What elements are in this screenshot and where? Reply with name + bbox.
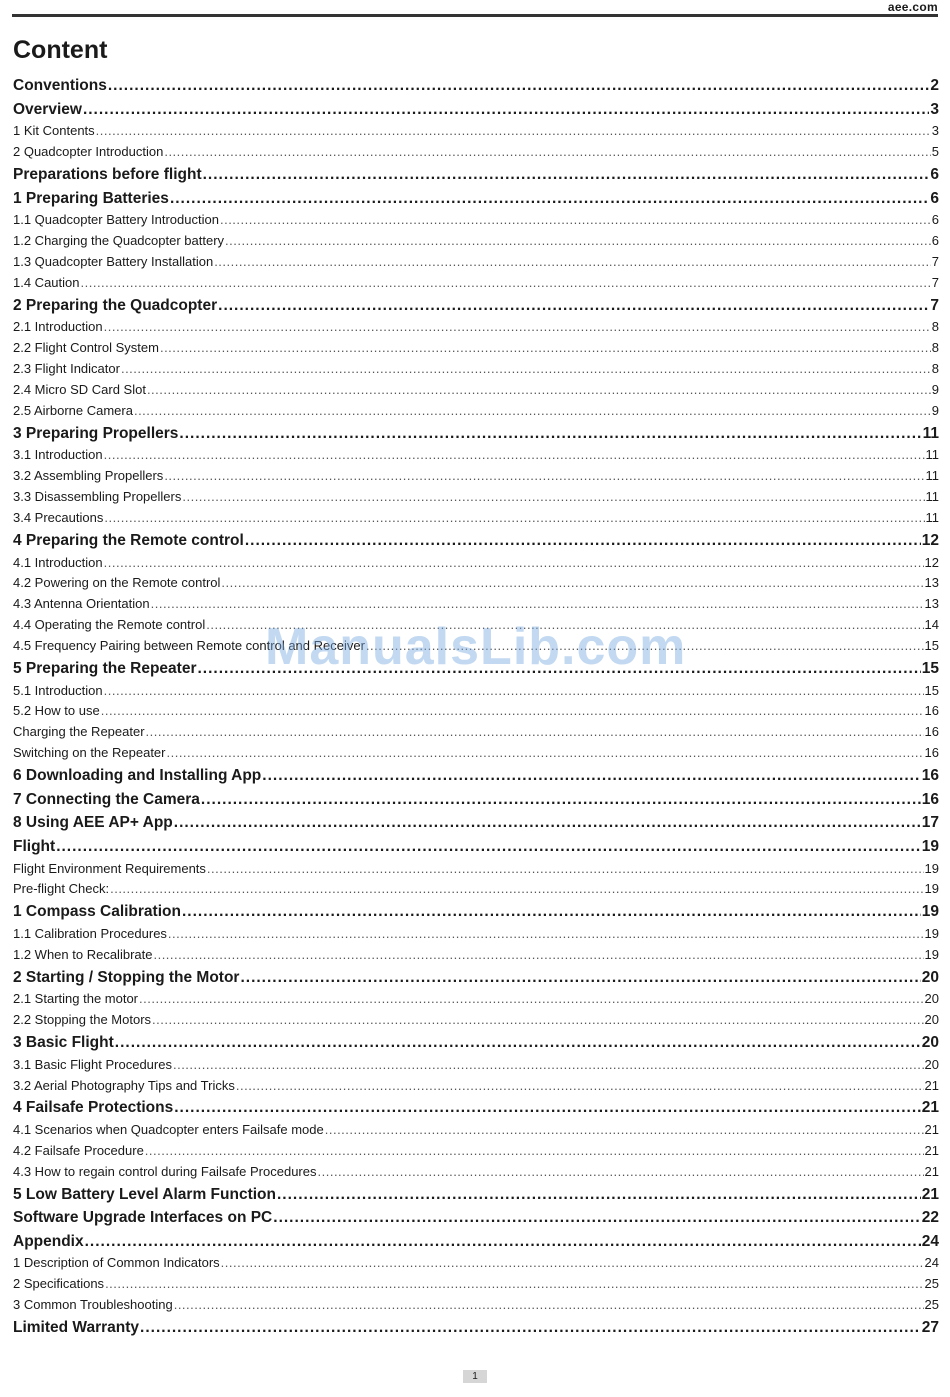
- toc-subsection-entry[interactable]: [13, 142, 939, 163]
- toc-entry-page: 16: [921, 767, 939, 785]
- toc-entry-page: 16: [924, 724, 939, 740]
- toc-entry-label: 3 Preparing Propellers: [13, 424, 179, 442]
- toc-dot-leader: [104, 681, 924, 702]
- toc-entry-label: 1 Kit Contents: [13, 123, 95, 139]
- toc-entry-page: 16: [924, 703, 939, 719]
- toc-subsection-entry[interactable]: [13, 1295, 939, 1316]
- toc-subsection-entry[interactable]: [13, 338, 939, 359]
- toc-entry-label: 1 Description of Common Indicators: [13, 1255, 220, 1271]
- toc-subsection-entry[interactable]: [13, 553, 939, 574]
- header-rule: [12, 14, 938, 17]
- brand-label: aee.com: [887, 0, 938, 14]
- toc-entry-page: 21: [924, 1077, 939, 1093]
- toc-subsection-entry[interactable]: [13, 743, 939, 764]
- toc-dot-leader: [245, 529, 921, 553]
- toc-entry-label: 2 Specifications: [13, 1276, 105, 1292]
- toc-entry-label: 8 Using AEE AP+ App: [13, 814, 173, 832]
- toc-entry-label: 2 Quadcopter Introduction: [13, 144, 164, 160]
- toc-dot-leader: [174, 811, 921, 835]
- toc-entry-page: 12: [924, 554, 939, 570]
- toc-section-entry[interactable]: [13, 529, 939, 553]
- toc-entry-page: 13: [924, 596, 939, 612]
- toc-entry-label: 4 Preparing the Remote control: [13, 531, 244, 549]
- toc-dot-leader: [174, 1295, 924, 1316]
- toc-entry-page: 8: [931, 340, 939, 356]
- toc-section-entry[interactable]: [13, 788, 939, 812]
- toc-entry-label: 4.3 How to regain control during Failsafe Procedures: [13, 1163, 317, 1179]
- toc-dot-leader: [153, 945, 923, 966]
- toc-dot-leader: [145, 1141, 924, 1162]
- toc-subsection-entry[interactable]: [13, 445, 939, 466]
- toc-dot-leader: [318, 1162, 924, 1183]
- toc-entry-page: 15: [924, 682, 939, 698]
- toc-dot-leader: [105, 1274, 923, 1295]
- toc-entry-page: 6: [930, 189, 939, 207]
- toc-subsection-entry[interactable]: [13, 859, 939, 880]
- toc-entry-page: 24: [924, 1255, 939, 1271]
- toc-entry-page: 20: [924, 1056, 939, 1072]
- toc-entry-page: 13: [924, 575, 939, 591]
- toc-entry-page: 25: [924, 1276, 939, 1292]
- toc-entry-label: Conventions: [13, 77, 107, 94]
- toc-subsection-entry[interactable]: [13, 615, 939, 636]
- toc-subsection-entry[interactable]: [13, 466, 939, 487]
- toc-subsection-entry[interactable]: [13, 508, 939, 529]
- toc-subsection-entry[interactable]: [13, 252, 939, 273]
- toc-subsection-entry[interactable]: [13, 594, 939, 615]
- toc-section-entry[interactable]: [13, 764, 939, 788]
- toc-entry-page: 27: [921, 1319, 939, 1337]
- toc-dot-leader: [104, 553, 924, 574]
- toc-entry-page: 21: [924, 1122, 939, 1137]
- toc-entry-page: 19: [921, 903, 939, 921]
- toc-section-entry[interactable]: [13, 163, 939, 187]
- toc-section-entry[interactable]: [13, 811, 939, 835]
- toc-dot-leader: [203, 163, 930, 187]
- toc-dot-leader: [152, 1010, 924, 1031]
- toc-subsection-entry[interactable]: [13, 924, 939, 945]
- toc-entry-label: 3.2 Assembling Propellers: [13, 468, 164, 484]
- toc-dot-leader: [104, 508, 924, 529]
- toc-section-entry[interactable]: [13, 1183, 939, 1207]
- toc-dot-leader: [277, 1183, 921, 1207]
- toc-entry-page: 6: [931, 212, 939, 228]
- toc-subsection-entry[interactable]: [13, 701, 939, 722]
- toc-dot-leader: [262, 764, 920, 788]
- toc-entry-page: 11: [925, 447, 939, 463]
- toc-entry-page: 19: [924, 946, 939, 962]
- toc-entry-label: 4.1 Introduction: [13, 554, 103, 570]
- toc-entry-label: Appendix: [13, 1232, 84, 1250]
- toc-entry-label: Preparations before flight: [13, 165, 202, 183]
- toc-entry-label: 1.1 Calibration Procedures: [13, 925, 167, 941]
- toc-subsection-entry[interactable]: [13, 1141, 939, 1162]
- toc-entry-page: 7: [930, 296, 939, 314]
- toc-dot-leader: [221, 573, 923, 594]
- toc-entry-label: 2.2 Flight Control System: [13, 340, 159, 356]
- page-title: Content: [13, 36, 108, 64]
- toc-section-entry[interactable]: [13, 294, 939, 318]
- toc-dot-leader: [166, 743, 923, 764]
- toc-entry-label: Overview: [13, 100, 82, 118]
- toc-entry-label: 5 Low Battery Level Alarm Function: [13, 1185, 276, 1203]
- table-of-contents: [13, 74, 939, 1340]
- toc-subsection-entry[interactable]: [13, 487, 939, 508]
- toc-dot-leader: [115, 1031, 921, 1055]
- toc-dot-leader: [151, 594, 924, 615]
- toc-entry-label: 4.1 Scenarios when Quadcopter enters Failsafe mode: [13, 1122, 324, 1137]
- toc-dot-leader: [160, 338, 931, 359]
- toc-entry-page: 21: [921, 1185, 939, 1203]
- toc-dot-leader: [101, 701, 924, 722]
- toc-entry-page: 21: [921, 1099, 939, 1117]
- toc-dot-leader: [164, 142, 930, 163]
- toc-section-entry[interactable]: [13, 1230, 939, 1254]
- toc-entry-page: 11: [925, 489, 939, 505]
- toc-subsection-entry[interactable]: [13, 1120, 939, 1141]
- toc-entry-page: 19: [924, 925, 939, 941]
- toc-dot-leader: [173, 1055, 924, 1076]
- toc-entry-page: 5: [931, 144, 939, 160]
- toc-entry-page: 19: [924, 881, 939, 897]
- toc-entry-label: 1 Compass Calibration: [13, 903, 181, 921]
- toc-entry-page: 9: [931, 402, 939, 418]
- toc-dot-leader: [220, 210, 931, 231]
- toc-entry-page: 16: [921, 790, 939, 808]
- toc-entry-label: 1.1 Quadcopter Battery Introduction: [13, 212, 219, 228]
- toc-dot-leader: [110, 879, 923, 900]
- toc-dot-leader: [104, 317, 931, 338]
- toc-entry-page: 2: [930, 77, 939, 94]
- toc-section-entry[interactable]: [13, 187, 939, 211]
- toc-subsection-entry[interactable]: [13, 573, 939, 594]
- toc-entry-label: 4 Failsafe Protections: [13, 1099, 174, 1117]
- toc-entry-label: 3 Basic Flight: [13, 1034, 114, 1052]
- toc-dot-leader: [325, 1120, 924, 1141]
- toc-entry-page: 7: [931, 253, 939, 269]
- toc-entry-label: 3.1 Introduction: [13, 447, 103, 463]
- toc-dot-leader: [96, 121, 931, 142]
- toc-dot-leader: [83, 98, 929, 122]
- toc-entry-page: 14: [924, 617, 939, 633]
- toc-subsection-entry[interactable]: [13, 722, 939, 743]
- toc-dot-leader: [218, 294, 929, 318]
- toc-entry-page: 11: [925, 510, 939, 526]
- toc-entry-page: 6: [930, 165, 939, 183]
- toc-entry-page: 3: [930, 100, 939, 118]
- toc-subsection-entry[interactable]: [13, 879, 939, 900]
- toc-entry-label: 2.5 Airborne Camera: [13, 402, 133, 418]
- toc-entry-label: 4.5 Frequency Pairing between Remote control and Receiver: [13, 638, 365, 654]
- toc-subsection-entry[interactable]: [13, 273, 939, 294]
- toc-entry-page: 9: [931, 381, 939, 397]
- toc-entry-label: Flight: [13, 837, 56, 855]
- toc-section-entry[interactable]: [13, 966, 939, 990]
- toc-dot-leader: [240, 966, 920, 990]
- toc-dot-leader: [225, 231, 931, 252]
- toc-dot-leader: [146, 722, 924, 743]
- toc-entry-page: 21: [924, 1142, 939, 1158]
- toc-section-entry[interactable]: [13, 74, 939, 98]
- toc-dot-leader: [81, 273, 931, 294]
- toc-entry-page: 15: [924, 638, 939, 654]
- toc-entry-page: 21: [924, 1163, 939, 1179]
- toc-entry-page: 15: [921, 659, 939, 677]
- toc-dot-leader: [179, 422, 921, 446]
- toc-entry-label: 1.4 Caution: [13, 274, 80, 290]
- toc-entry-label: Software Upgrade Interfaces on PC: [13, 1209, 273, 1227]
- toc-dot-leader: [182, 900, 921, 924]
- toc-entry-page: 19: [921, 837, 939, 855]
- toc-subsection-entry[interactable]: [13, 401, 939, 422]
- toc-subsection-entry[interactable]: [13, 1274, 939, 1295]
- toc-entry-label: 2 Starting / Stopping the Motor: [13, 968, 240, 986]
- toc-dot-leader: [182, 487, 924, 508]
- page-number: 1: [463, 1370, 487, 1383]
- toc-entry-label: 2.4 Micro SD Card Slot: [13, 381, 146, 397]
- toc-entry-page: 8: [931, 361, 939, 377]
- toc-entry-label: 4.2 Failsafe Procedure: [13, 1142, 144, 1158]
- toc-entry-label: Charging the Repeater: [13, 724, 145, 740]
- toc-subsection-entry[interactable]: [13, 317, 939, 338]
- toc-entry-page: 25: [924, 1297, 939, 1313]
- toc-entry-page: 20: [924, 991, 939, 1007]
- toc-dot-leader: [207, 859, 924, 880]
- toc-entry-label: 1.3 Quadcopter Battery Installation: [13, 253, 214, 269]
- toc-entry-page: 17: [921, 814, 939, 832]
- toc-section-entry[interactable]: [13, 422, 939, 446]
- toc-entry-label: 5.2 How to use: [13, 703, 100, 719]
- toc-entry-page: 19: [924, 860, 939, 876]
- toc-section-entry[interactable]: [13, 1206, 939, 1230]
- toc-dot-leader: [170, 187, 929, 211]
- toc-entry-label: 5 Preparing the Repeater: [13, 659, 197, 677]
- toc-dot-leader: [197, 657, 920, 681]
- toc-entry-page: 6: [931, 233, 939, 249]
- toc-entry-label: 2.3 Flight Indicator: [13, 361, 120, 377]
- toc-entry-label: 4.4 Operating the Remote control: [13, 617, 206, 633]
- toc-subsection-entry[interactable]: [13, 380, 939, 401]
- toc-entry-label: 3.1 Basic Flight Procedures: [13, 1056, 172, 1072]
- toc-entry-label: 4.3 Antenna Orientation: [13, 596, 150, 612]
- toc-entry-page: 7: [931, 274, 939, 290]
- toc-section-entry[interactable]: [13, 98, 939, 122]
- toc-entry-page: 16: [924, 745, 939, 761]
- toc-subsection-entry[interactable]: [13, 231, 939, 252]
- toc-entry-label: 6 Downloading and Installing App: [13, 767, 262, 785]
- toc-entry-label: 1.2 When to Recalibrate: [13, 946, 153, 962]
- watermark: ManualsLib.com: [265, 618, 687, 676]
- toc-entry-label: 3.2 Aerial Photography Tips and Tricks: [13, 1077, 235, 1093]
- toc-section-entry[interactable]: [13, 835, 939, 859]
- toc-entry-label: Switching on the Repeater: [13, 745, 166, 761]
- toc-entry-page: 8: [931, 319, 939, 335]
- toc-dot-leader: [164, 466, 924, 487]
- toc-entry-page: 11: [922, 424, 939, 442]
- toc-entry-page: 11: [925, 468, 939, 484]
- toc-dot-leader: [85, 1230, 921, 1254]
- toc-entry-page: 20: [921, 968, 939, 986]
- toc-subsection-entry[interactable]: [13, 1010, 939, 1031]
- toc-subsection-entry[interactable]: [13, 1076, 939, 1097]
- toc-entry-label: 2.2 Stopping the Motors: [13, 1012, 152, 1028]
- toc-entry-label: 5.1 Introduction: [13, 682, 103, 698]
- toc-dot-leader: [104, 445, 925, 466]
- toc-entry-label: Pre-flight Check:: [13, 881, 110, 897]
- toc-entry-page: 20: [921, 1034, 939, 1052]
- toc-section-entry[interactable]: [13, 900, 939, 924]
- toc-entry-page: 24: [921, 1232, 939, 1250]
- toc-entry-page: 20: [924, 1012, 939, 1028]
- toc-dot-leader: [134, 401, 931, 422]
- toc-section-entry[interactable]: [13, 1031, 939, 1055]
- toc-dot-leader: [147, 380, 931, 401]
- toc-dot-leader: [56, 835, 921, 859]
- toc-dot-leader: [174, 1096, 921, 1120]
- toc-dot-leader: [121, 359, 931, 380]
- toc-dot-leader: [366, 636, 924, 657]
- toc-dot-leader: [168, 924, 924, 945]
- toc-subsection-entry[interactable]: [13, 1253, 939, 1274]
- toc-entry-label: Flight Environment Requirements: [13, 860, 206, 876]
- toc-subsection-entry[interactable]: [13, 945, 939, 966]
- toc-subsection-entry[interactable]: [13, 1162, 939, 1183]
- toc-dot-leader: [221, 1253, 924, 1274]
- toc-dot-leader: [108, 74, 930, 98]
- toc-entry-page: 3: [931, 123, 939, 139]
- toc-entry-label: 3.3 Disassembling Propellers: [13, 489, 182, 505]
- toc-dot-leader: [273, 1206, 920, 1230]
- toc-dot-leader: [206, 615, 923, 636]
- toc-subsection-entry[interactable]: [13, 636, 939, 657]
- toc-entry-label: 1 Preparing Batteries: [13, 189, 169, 207]
- toc-dot-leader: [236, 1076, 924, 1097]
- toc-section-entry[interactable]: [13, 1316, 939, 1340]
- toc-dot-leader: [201, 788, 921, 812]
- toc-entry-page: 22: [921, 1209, 939, 1227]
- toc-entry-label: 1.2 Charging the Quadcopter battery: [13, 233, 225, 249]
- toc-section-entry[interactable]: [13, 657, 939, 681]
- toc-subsection-entry[interactable]: [13, 359, 939, 380]
- toc-entry-label: 4.2 Powering on the Remote control: [13, 575, 221, 591]
- toc-subsection-entry[interactable]: [13, 121, 939, 142]
- toc-subsection-entry[interactable]: [13, 681, 939, 702]
- toc-subsection-entry[interactable]: [13, 210, 939, 231]
- toc-entry-label: 2.1 Starting the motor: [13, 991, 139, 1007]
- toc-subsection-entry[interactable]: [13, 989, 939, 1010]
- toc-dot-leader: [140, 1316, 921, 1340]
- toc-dot-leader: [139, 989, 924, 1010]
- toc-entry-page: 12: [921, 531, 939, 549]
- toc-section-entry[interactable]: [13, 1096, 939, 1120]
- toc-entry-label: 3 Common Troubleshooting: [13, 1297, 173, 1313]
- toc-entry-label: 2.1 Introduction: [13, 319, 103, 335]
- toc-entry-label: 3.4 Precautions: [13, 510, 104, 526]
- toc-dot-leader: [214, 252, 931, 273]
- toc-entry-label: Limited Warranty: [13, 1319, 140, 1337]
- toc-entry-label: 7 Connecting the Camera: [13, 790, 200, 808]
- toc-entry-label: 2 Preparing the Quadcopter: [13, 296, 218, 314]
- toc-subsection-entry[interactable]: [13, 1055, 939, 1076]
